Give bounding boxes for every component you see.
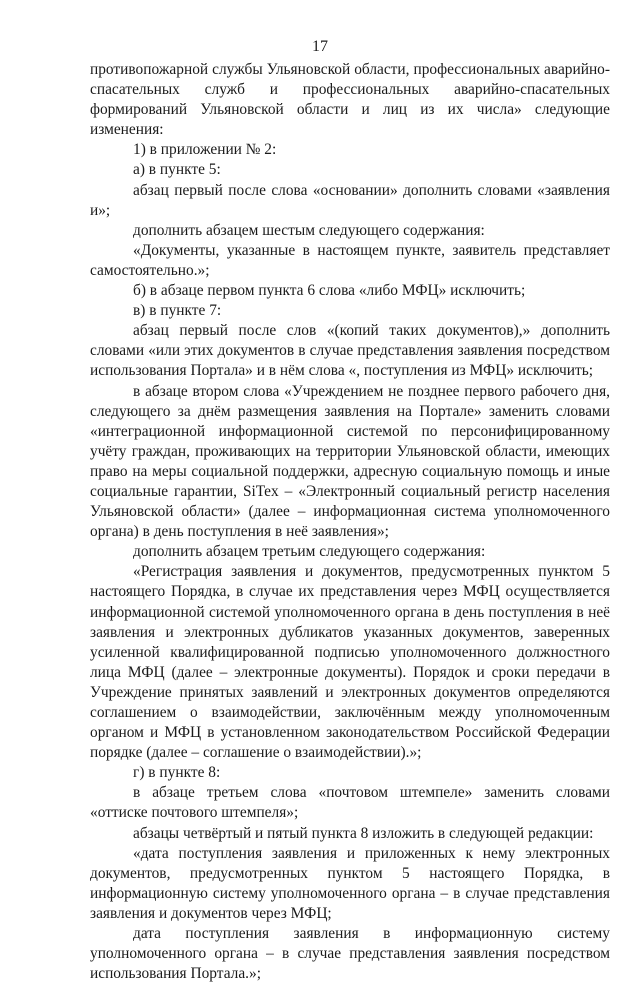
paragraph: в) в пункте 7: <box>133 302 222 320</box>
paragraph: противопожарной службы Ульяновской области, профессиональных аварийно-спасательных служб и профессиональных аварийно-спасательных формирований Ульяновской области и лиц из их числа» следующие изменения: <box>90 61 610 139</box>
paragraph: г) в пункте 8: <box>133 764 221 782</box>
paragraph: «Документы, указанные в настоящем пункте, заявитель представляет самостоятельно.»; <box>90 241 610 279</box>
paragraph: в абзаце третьем слова «почтовом штемпеле» заменить словами «оттиске почтового штемпеля»; <box>90 784 610 822</box>
paragraph: дополнить абзацем третьим следующего содержания: <box>133 543 486 561</box>
paragraph: абзац первый после слов «(копий таких документов),» дополнить словами «или этих документов в случае представления заявления посредством использования Портала» и в нём слова «, поступления из МФЦ» исключить; <box>90 322 610 380</box>
document-body <box>90 60 610 984</box>
paragraph: дата поступления заявления в информационную систему уполномоченного органа – в случае представления заявления посредством использования Портала.»; <box>90 925 610 983</box>
paragraph: «дата поступления заявления и приложенных к нему электронных документов, предусмотренных пунктом 5 настоящего Порядка, в информационную систему уполномоченного органа – в случае представления заявления и документов через МФЦ; <box>90 844 610 922</box>
paragraph: абзац первый после слова «основании» дополнить словами «заявления и»; <box>90 181 610 219</box>
paragraph: «Регистрация заявления и документов, предусмотренных пунктом 5 настоящего Порядка, в случае их представления через МФЦ осуществляется информационной системой уполномоченного органа в день поступления в неё заявления и электронных дубликатов указанных документов, заверенных усиленной квалифицированной подписью уполномоченного должностного лица МФЦ (далее – электронные документы). Порядок и сроки передачи в Учреждение принятых заявлений и электронных документов определяются соглашением о взаимодействии, заключённым между уполномоченным органом и МФЦ в установленном законодательством Российской Федерации порядке (далее – соглашение о взаимодействии).»; <box>90 563 610 762</box>
paragraph: б) в абзаце первом пункта 6 слова «либо МФЦ» исключить; <box>133 282 526 300</box>
paragraph: а) в пункте 5: <box>133 161 221 179</box>
paragraph: 1) в приложении № 2: <box>133 141 277 159</box>
paragraph: в абзаце втором слова «Учреждением не позднее первого рабочего дня, следующего за днём размещения заявления на Портале» заменить словами «интеграционной информационной системой по персонифицированному учёту граждан, проживающих на территории Ульяновской области, имеющих право на меры социальной поддержки, адресную социальную помощь и иные социальные гарантии, SiTex – «Электронный социальный регистр населения Ульяновской области» (далее – информационная система уполномоченного органа) в день поступления в неё заявления»; <box>90 382 610 541</box>
page-number: 17 <box>312 38 328 55</box>
paragraph: абзацы четвёртый и пятый пункта 8 изложить в следующей редакции: <box>133 824 594 842</box>
paragraph: дополнить абзацем шестым следующего содержания: <box>133 221 485 239</box>
